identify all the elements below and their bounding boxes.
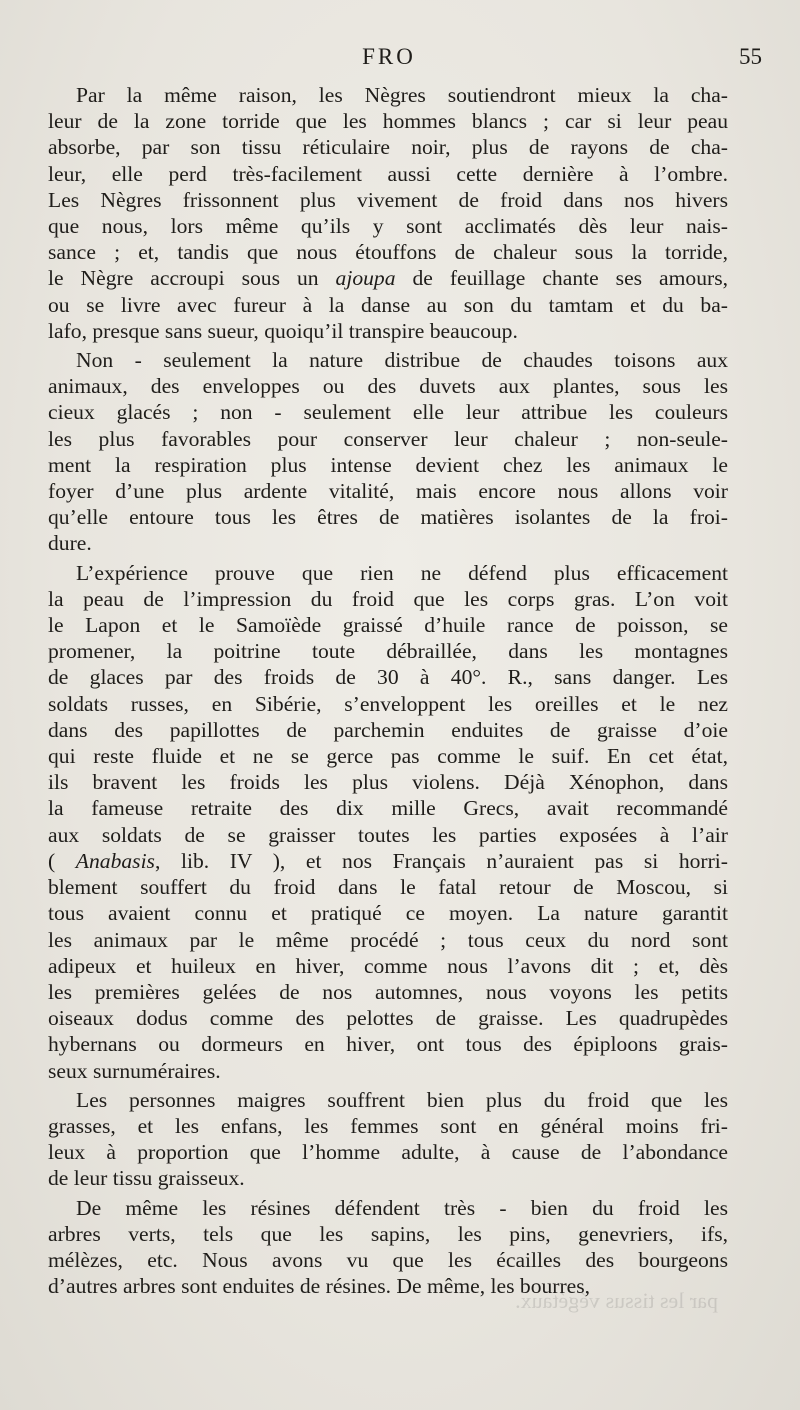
- page-number: 55: [739, 44, 762, 69]
- paragraph: [48, 1195, 728, 1300]
- text-line: Par la même raison, les Nègres soutiendront mieux la cha-: [76, 83, 728, 107]
- text-line: blement souffert du froid dans le fatal retour de Moscou, si: [48, 875, 728, 900]
- paragraph: [48, 347, 728, 557]
- text-line: soldats russes, en Sibérie, s’enveloppent les oreilles et le nez: [48, 691, 728, 716]
- text-line: ( Anabasis, lib. IV ), et nos Français n’auraient pas si horri-: [48, 848, 728, 873]
- text-line: aux soldats de se graisser toutes les parties exposées à l’air: [48, 822, 728, 847]
- text-line: ou se livre avec fureur à la danse au son du tamtam et du ba-: [48, 292, 728, 317]
- text-line: leur, elle perd très-facilement aussi cette dernière à l’ombre.: [48, 161, 728, 186]
- paragraph: [48, 82, 728, 344]
- text-line: grasses, et les enfans, les femmes sont en général moins fri-: [48, 1113, 728, 1138]
- italic-word: ajoupa: [335, 266, 396, 291]
- text-line: les premières gelées de nos automnes, nous voyons les petits: [48, 979, 728, 1004]
- text-line: cieux glacés ; non - seulement elle leur attribue les couleurs: [48, 400, 728, 425]
- text-line: L’expérience prouve que rien ne défend plus efficacement: [76, 560, 728, 585]
- bleed-through-line: par les tissus végétaux.: [515, 1288, 718, 1313]
- text-line: dure.: [48, 531, 92, 556]
- text-line: leux à proportion que l’homme adulte, à cause de l’abondance: [48, 1140, 728, 1165]
- text-line: leur de la zone torride que les hommes blancs ; car si leur peau: [48, 109, 728, 134]
- text-line: seux surnuméraires.: [48, 1058, 221, 1083]
- text-line: les animaux par le même procédé ; tous ceux du nord sont: [48, 927, 728, 952]
- text-line: qu’elle entoure tous les êtres de matières isolantes de la froi-: [48, 505, 728, 530]
- text-line: adipeux et huileux en hiver, comme nous l’avons dit ; et, dès: [48, 953, 728, 978]
- page-header: [48, 44, 762, 78]
- text-line: Les personnes maigres souffrent bien plus du froid que les: [76, 1087, 728, 1112]
- text-line: de glaces par des froids de 30 à 40°. R., sans danger. Les: [48, 665, 728, 690]
- text-line: Non - seulement la nature distribue de chaudes toisons aux: [76, 348, 728, 373]
- text-line: arbres verts, tels que les sapins, les pins, genevriers, ifs,: [48, 1221, 728, 1246]
- text-line: le Lapon et le Samoïède graissé d’huile rance de poisson, se: [48, 613, 728, 638]
- body-text: [48, 82, 728, 1302]
- text-line: lafo, presque sans sueur, quoiqu’il transpire beaucoup.: [48, 318, 518, 343]
- text-line: le Nègre accroupi sous un ajoupa de feuillage chante ses amours,: [48, 266, 728, 291]
- text-line: oiseaux dodus comme des pelottes de graisse. Les quadrupèdes: [48, 1006, 728, 1031]
- text-line: animaux, des enveloppes ou des duvets aux plantes, sous les: [48, 374, 728, 399]
- text-line: d’autres arbres sont enduites de résines. De même, les bourres,: [48, 1274, 591, 1299]
- text-line: la peau de l’impression du froid que les corps gras. L’on voit: [48, 586, 728, 611]
- text-line: foyer d’une plus ardente vitalité, mais encore nous allons voir: [48, 479, 728, 504]
- bleed-through-text: [438, 1288, 718, 1314]
- paragraph: [48, 560, 728, 1084]
- text-line: sance ; et, tandis que nous étouffons de chaleur sous la torride,: [48, 240, 728, 265]
- text-line: la fameuse retraite des dix mille Grecs, avait recommandé: [48, 796, 728, 821]
- text-line: Les Nègres frissonnent plus vivement de froid dans nos hivers: [48, 187, 728, 212]
- text-line: de leur tissu graisseux.: [48, 1166, 245, 1191]
- text-line: absorbe, par son tissu réticulaire noir, plus de rayons de cha-: [48, 135, 728, 160]
- text-line: ment la respiration plus intense devient chez les animaux le: [48, 452, 728, 477]
- text-line: promener, la poitrine toute débraillée, dans les montagnes: [48, 639, 728, 664]
- text-line: hybernans ou dormeurs en hiver, ont tous des épiploons grais-: [48, 1032, 728, 1057]
- running-head: FRO: [362, 44, 416, 69]
- text-line: qui reste fluide et ne se gerce pas comme le suif. En cet état,: [48, 744, 728, 769]
- italic-word: Anabasis: [75, 848, 155, 873]
- text-line: De même les résines défendent très - bien du froid les: [76, 1195, 728, 1220]
- text-line: mélèzes, etc. Nous avons vu que les écailles des bourgeons: [48, 1247, 728, 1272]
- text-line: les plus favorables pour conserver leur chaleur ; non-seule-: [48, 426, 728, 451]
- text-line: tous avaient connu et pratiqué ce moyen. La nature garantit: [48, 901, 728, 926]
- text-line: ils bravent les froids les plus violens. Déjà Xénophon, dans: [48, 770, 728, 795]
- text-line: que nous, lors même qu’ils y sont acclimatés dès leur nais-: [48, 214, 728, 239]
- text-line: dans des papillottes de parchemin enduites de graisse d’oie: [48, 717, 728, 742]
- paragraph: [48, 1087, 728, 1192]
